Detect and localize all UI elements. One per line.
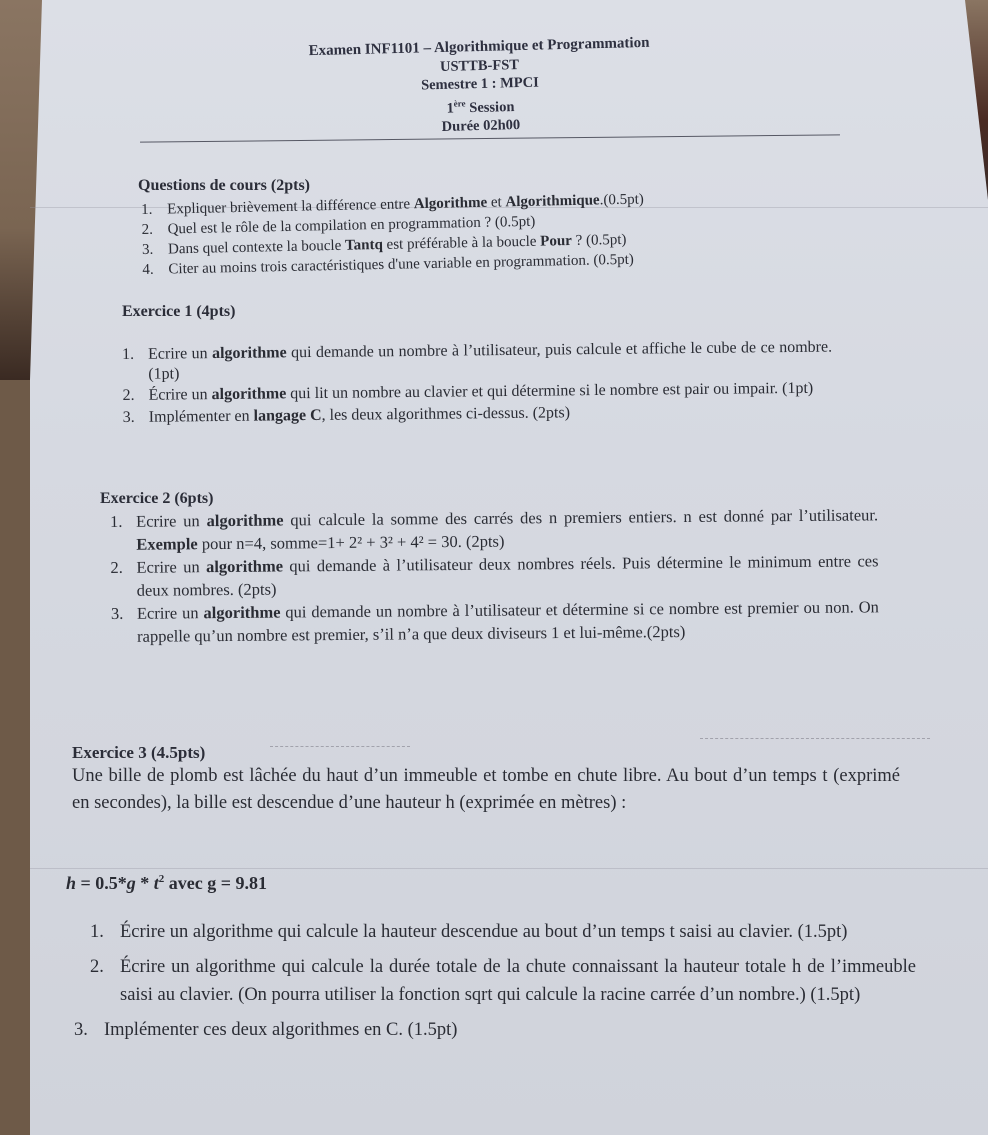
faint-dashes	[700, 738, 930, 739]
exercice-3-list	[74, 918, 916, 1050]
duration: Durée 02h00	[441, 116, 521, 135]
section-title-exercice-2: Exercice 2 (6pts)	[100, 490, 214, 507]
list-item: 2. Écrire un algorithme qui lit un nombre au clavier et qui détermine si le nombre est pair ou impair. (1pt)	[122, 379, 814, 404]
list-item: 2. Écrire un algorithme qui calcule la durée totale de la chute connaissant la hauteur totale h de l’immeuble saisi au clavier. (On pourra utiliser la fonction sqrt qui calcule la racine carrée d’un nombre.) (1.5pt)	[90, 956, 916, 1005]
list-item: 4. Citer au moins trois caractéristiques d'une variable en programmation. (0.5pt)	[142, 251, 635, 278]
exercice-1-list	[122, 338, 833, 429]
list-item: 3. Ecrire un algorithme qui demande un nombre à l’utilisateur et détermine si ce nombre est premier ou non. On rappelle qu’un nombre est premier, s’il n’a que deux diviseurs 1 et lui-même.(2pts)	[110, 597, 879, 646]
exercice-3-statement: Une bille de plomb est lâchée du haut d’un immeuble et tombe en chute libre. Au bout d’un temps t (exprimé en secondes), la bille est descendue d’une hauteur h (exprimée en mètres) :	[72, 766, 900, 813]
list-item: 3. Implémenter en langage C, les deux algorithmes ci-dessus. (2pts)	[122, 403, 571, 426]
exam-header	[229, 32, 731, 142]
section-title-exercice-1: Exercice 1 (4pts)	[122, 303, 236, 320]
free-fall-formula: $h = 0.5*g * t^2$ avec g = 9.81	[66, 873, 268, 893]
list-item: 2. Quel est le rôle de la compilation en programmation ? (0.5pt)	[141, 213, 536, 238]
questions-cours-list	[141, 185, 843, 280]
list-item: 1. Expliquer brièvement la différence entre Algorithme et Algorithmique.(0.5pt)	[141, 191, 644, 218]
institution: USTTB-FST	[439, 56, 520, 75]
semester: Semestre 1 : MPCI	[420, 74, 539, 94]
list-item: 1. Écrire un algorithme qui calcule la hauteur descendue au bout d’un temps t saisi au clavier. (1.5pt)	[90, 922, 848, 942]
list-item: 3. Implémenter ces deux algorithmes en C. (1.5pt)	[74, 1019, 458, 1040]
session: 1ère Session	[446, 97, 515, 117]
list-item: 1. Ecrire un algorithme qui demande un nombre à l’utilisateur, puis calcule et affiche le cube de ce nombre. (1pt)	[122, 338, 833, 383]
section-title-questions-cours: Questions de cours (2pts)	[138, 177, 311, 194]
exercice-2-list	[110, 503, 879, 648]
list-item: 2. Ecrire un algorithme qui demande à l’utilisateur deux nombres réels. Puis détermine le minimum entre ces deux nombres. (2pts)	[110, 551, 879, 600]
list-item: 3. Dans quel contexte la boucle Tantq est préférable à la boucle Pour ? (0.5pt)	[141, 231, 627, 258]
list-item: 1. Ecrire un algorithme qui calcule la somme des carrés des n premiers entiers. n est donné par l’utilisateur. Exemple pour n=4, somme=1+ 2² + 3² + 4² = 30. (2pts)	[110, 505, 879, 554]
exam-title: Examen INF1101 – Algorithmique et Programmation	[308, 34, 650, 60]
faint-dashes	[270, 746, 410, 747]
section-title-exercice-3: Exercice 3 (4.5pts)	[72, 743, 206, 762]
